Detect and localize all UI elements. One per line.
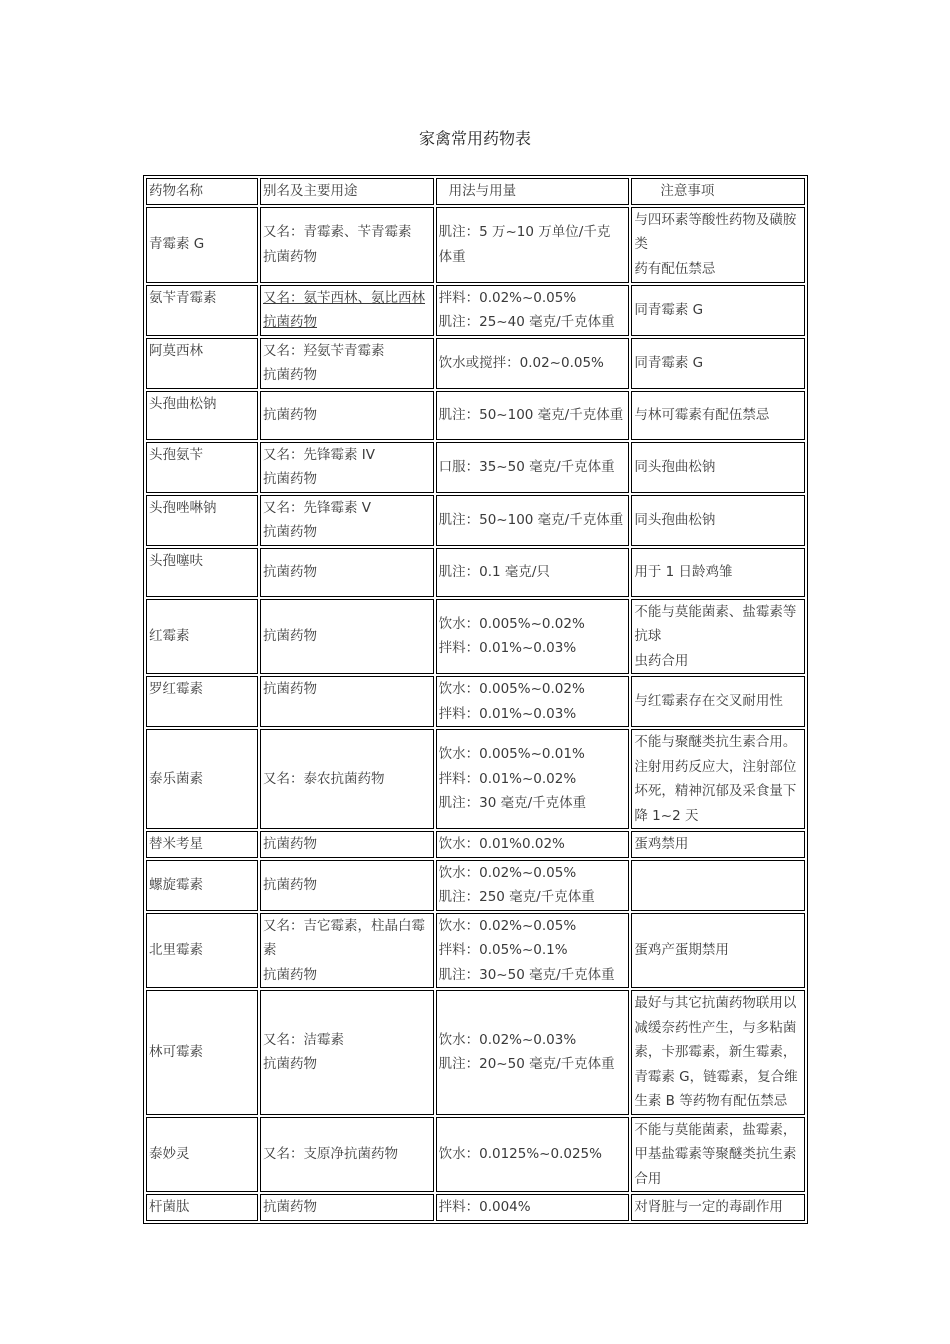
drug-name-cell bbox=[146, 599, 258, 675]
alias-line: 抗菌药物 bbox=[263, 248, 318, 265]
alias-line: 又名：泰农抗菌药物 bbox=[263, 770, 385, 787]
drug-name-cell bbox=[146, 442, 258, 493]
usage-cell bbox=[436, 1194, 630, 1221]
drug-name: 林可霉素 bbox=[149, 1044, 203, 1060]
alias-line: 抗菌药物 bbox=[263, 524, 318, 540]
notes-cell bbox=[631, 831, 805, 858]
alias-line: 抗菌药物 bbox=[263, 1199, 318, 1215]
table-row bbox=[146, 913, 805, 989]
alias-cell bbox=[260, 599, 434, 675]
usage-line: 拌料：0.01%~0.03% bbox=[438, 640, 577, 657]
usage-line: 肌注：250 毫克/千克体重 bbox=[438, 889, 595, 905]
drug-name: 泰妙灵 bbox=[149, 1146, 190, 1162]
notes-line: 对肾脏与一定的毒副作用 bbox=[634, 1199, 783, 1215]
usage-line: 拌料：0.004% bbox=[438, 1199, 531, 1215]
usage-cell bbox=[436, 285, 630, 336]
drug-name-cell bbox=[146, 1194, 258, 1221]
usage-cell bbox=[436, 391, 630, 440]
notes-cell bbox=[631, 599, 805, 675]
notes-cell bbox=[631, 860, 805, 911]
usage-line: 饮水或搅拌：0.02~0.05% bbox=[438, 354, 604, 371]
usage-cell bbox=[436, 676, 630, 727]
table-row bbox=[146, 548, 805, 597]
usage-line: 饮水：0.005%~0.02% bbox=[438, 681, 585, 697]
notes-line: 同青霉素 G bbox=[634, 354, 704, 371]
table-row bbox=[146, 391, 805, 440]
notes-cell bbox=[631, 548, 805, 597]
notes-cell bbox=[631, 391, 805, 440]
notes-cell bbox=[631, 1194, 805, 1221]
alias-link[interactable]: 又名：氨苄西林、氨比西林 bbox=[263, 289, 426, 306]
notes-cell bbox=[631, 442, 805, 493]
alias-line: 抗菌药物 bbox=[263, 367, 318, 383]
alias-line: 又名：青霉素、苄青霉素 bbox=[263, 224, 412, 240]
drug-name-cell bbox=[146, 548, 258, 597]
usage-line: 拌料：0.02%~0.05% bbox=[438, 289, 577, 306]
notes-cell bbox=[631, 207, 805, 283]
notes-cell bbox=[631, 990, 805, 1115]
usage-cell bbox=[436, 1117, 630, 1193]
notes-cell bbox=[631, 676, 805, 727]
drug-name-cell bbox=[146, 391, 258, 440]
usage-cell bbox=[436, 599, 630, 675]
drug-name-cell bbox=[146, 676, 258, 727]
header-drug-name: 药物名称 bbox=[146, 178, 258, 205]
alias-cell bbox=[260, 548, 434, 597]
drug-name: 青霉素 G bbox=[149, 236, 205, 253]
alias-line: 抗菌药物 bbox=[263, 966, 318, 983]
notes-cell bbox=[631, 285, 805, 336]
usage-line: 饮水：0.02%~0.03% bbox=[438, 1031, 577, 1048]
drug-name: 螺旋霉素 bbox=[149, 876, 203, 893]
alias-cell bbox=[260, 913, 434, 989]
drug-name: 头孢曲松钠 bbox=[149, 395, 217, 412]
table-row bbox=[146, 285, 805, 336]
table-row bbox=[146, 990, 805, 1115]
usage-line: 口服：35~50 毫克/千克体重 bbox=[438, 458, 615, 475]
alias-line: 又名：洁霉素 bbox=[263, 1031, 345, 1048]
usage-line: 饮水：0.005%~0.02% bbox=[438, 615, 585, 632]
drug-name-cell bbox=[146, 729, 258, 829]
alias-cell bbox=[260, 391, 434, 440]
notes-line: 用于 1 日龄鸡雏 bbox=[634, 563, 733, 580]
usage-cell bbox=[436, 442, 630, 493]
alias-cell bbox=[260, 207, 434, 283]
usage-line: 肌注：20~50 毫克/千克体重 bbox=[438, 1056, 615, 1073]
drug-name-cell bbox=[146, 285, 258, 336]
usage-line: 肌注：0.1 毫克/只 bbox=[438, 563, 550, 580]
drug-name-cell bbox=[146, 860, 258, 911]
table-row bbox=[146, 207, 805, 283]
notes-line: 蛋鸡禁用 bbox=[634, 836, 689, 852]
notes-line: 与红霉素存在交叉耐用性 bbox=[634, 693, 783, 710]
table-row bbox=[146, 1117, 805, 1193]
table-row bbox=[146, 729, 805, 829]
drug-name: 红霉素 bbox=[149, 628, 190, 644]
usage-cell bbox=[436, 860, 630, 911]
notes-line: 同头孢曲松钠 bbox=[634, 511, 716, 528]
alias-cell bbox=[260, 990, 434, 1115]
alias-cell bbox=[260, 338, 434, 389]
alias-line: 抗菌药物 bbox=[263, 876, 318, 893]
header-notes: 注意事项 bbox=[631, 178, 805, 205]
page-title: 家禽常用药物表 bbox=[418, 129, 531, 148]
drug-name: 北里霉素 bbox=[149, 942, 203, 958]
usage-line: 饮水：0.0125%~0.025% bbox=[438, 1146, 602, 1162]
usage-cell bbox=[436, 831, 630, 858]
alias-line: 又名：先锋霉素 IV bbox=[263, 446, 376, 463]
notes-cell bbox=[631, 1117, 805, 1193]
usage-line: 体重 bbox=[438, 248, 466, 265]
alias-line: 抗菌药物 bbox=[263, 681, 318, 697]
notes-line: 同头孢曲松钠 bbox=[634, 458, 716, 475]
usage-line: 肌注：30 毫克/千克体重 bbox=[438, 795, 587, 812]
alias-line: 抗菌药物 bbox=[263, 628, 318, 644]
usage-line: 饮水：0.01%0.02% bbox=[438, 836, 565, 852]
table-row bbox=[146, 338, 805, 389]
drug-name-cell bbox=[146, 207, 258, 283]
alias-cell bbox=[260, 495, 434, 546]
drug-name-cell bbox=[146, 913, 258, 989]
table-row bbox=[146, 442, 805, 493]
usage-line: 肌注：30~50 毫克/千克体重 bbox=[438, 966, 615, 983]
drug-table bbox=[143, 175, 808, 1224]
notes-line: 同青霉素 G bbox=[634, 301, 704, 318]
notes-line: 不能与聚醚类抗生素合用。注射用药反应大，注射部位坏死，精神沉郁及采食量下降 1~2 天 bbox=[634, 734, 797, 824]
usage-line: 肌注：25~40 毫克/千克体重 bbox=[438, 314, 615, 330]
usage-cell bbox=[436, 338, 630, 389]
drug-name: 杆菌肽 bbox=[149, 1199, 190, 1215]
notes-cell bbox=[631, 729, 805, 829]
usage-line: 饮水：0.02%~0.05% bbox=[438, 917, 577, 934]
alias-cell bbox=[260, 442, 434, 493]
alias-cell bbox=[260, 1117, 434, 1193]
notes-cell bbox=[631, 338, 805, 389]
alias-line: 抗菌药物 bbox=[263, 563, 318, 580]
usage-cell bbox=[436, 729, 630, 829]
drug-name: 替米考星 bbox=[149, 836, 203, 852]
usage-cell bbox=[436, 548, 630, 597]
alias-link[interactable]: 抗菌药物 bbox=[263, 314, 318, 330]
alias-line: 又名：先锋霉素 V bbox=[263, 499, 372, 516]
usage-line: 肌注：50~100 毫克/千克体重 bbox=[438, 406, 624, 423]
drug-name-cell bbox=[146, 495, 258, 546]
drug-name-cell bbox=[146, 1117, 258, 1193]
notes-line: 虫药合用 bbox=[634, 652, 689, 669]
alias-line: 抗菌药物 bbox=[263, 406, 318, 423]
alias-cell bbox=[260, 860, 434, 911]
drug-name: 头孢唑啉钠 bbox=[149, 499, 217, 516]
usage-line: 拌料：0.01%~0.02% bbox=[438, 770, 577, 787]
usage-cell bbox=[436, 207, 630, 283]
alias-line: 又名：羟氨苄青霉素 bbox=[263, 342, 385, 359]
table-row bbox=[146, 831, 805, 858]
notes-cell bbox=[631, 495, 805, 546]
alias-line: 抗菌药物 bbox=[263, 1056, 318, 1073]
alias-cell bbox=[260, 676, 434, 727]
table-header-row bbox=[146, 178, 805, 205]
table-row bbox=[146, 676, 805, 727]
notes-line: 最好与其它抗菌药物联用以减缓奈药性产生，与多粘菌素，卡那霉素，新生霉素，青霉素 G，链霉素，复合维生素 B 等药物有配伍禁忌 bbox=[634, 995, 798, 1109]
table-row bbox=[146, 495, 805, 546]
usage-line: 饮水：0.005%~0.01% bbox=[438, 746, 585, 763]
drug-name: 阿莫西林 bbox=[149, 342, 203, 359]
table-row bbox=[146, 599, 805, 675]
header-alias-use: 别名及主要用途 bbox=[260, 178, 434, 205]
notes-line: 与林可霉素有配伍禁忌 bbox=[634, 406, 770, 423]
drug-name: 罗红霉素 bbox=[149, 681, 203, 697]
notes-line: 药有配伍禁忌 bbox=[634, 260, 716, 277]
drug-name-cell bbox=[146, 831, 258, 858]
alias-cell bbox=[260, 729, 434, 829]
notes-line: 与四环素等酸性药物及磺胺类 bbox=[634, 211, 797, 253]
usage-line: 肌注：50~100 毫克/千克体重 bbox=[438, 511, 624, 528]
usage-line: 拌料：0.01%~0.03% bbox=[438, 705, 577, 722]
usage-cell bbox=[436, 495, 630, 546]
drug-name: 泰乐菌素 bbox=[149, 770, 203, 787]
alias-cell bbox=[260, 831, 434, 858]
alias-cell bbox=[260, 1194, 434, 1221]
usage-cell bbox=[436, 913, 630, 989]
notes-line: 不能与莫能菌素，盐霉素，甲基盐霉素等聚醚类抗生素合用 bbox=[634, 1121, 797, 1187]
alias-line: 抗菌药物 bbox=[263, 836, 318, 852]
drug-name: 头孢噻呋 bbox=[149, 552, 203, 569]
notes-line: 蛋鸡产蛋期禁用 bbox=[634, 942, 729, 958]
notes-cell bbox=[631, 913, 805, 989]
usage-line: 肌注：5 万~10 万单位/千克 bbox=[438, 224, 611, 240]
drug-name-cell bbox=[146, 990, 258, 1115]
notes-line: 不能与莫能菌素、盐霉素等抗球 bbox=[634, 603, 797, 644]
header-usage-dosage: 用法与用量 bbox=[436, 178, 630, 205]
alias-line: 又名：吉它霉素，柱晶白霉素 bbox=[263, 917, 426, 958]
drug-name-cell bbox=[146, 338, 258, 389]
table-row bbox=[146, 860, 805, 911]
alias-line: 抗菌药物 bbox=[263, 471, 318, 487]
alias-line: 又名：支原净抗菌药物 bbox=[263, 1146, 399, 1162]
usage-line: 拌料：0.05%~0.1% bbox=[438, 942, 568, 958]
alias-cell bbox=[260, 285, 434, 336]
table-row bbox=[146, 1194, 805, 1221]
usage-cell bbox=[436, 990, 630, 1115]
drug-name: 氨苄青霉素 bbox=[149, 289, 217, 306]
usage-line: 饮水：0.02%~0.05% bbox=[438, 864, 577, 881]
drug-name: 头孢氨苄 bbox=[149, 446, 203, 463]
